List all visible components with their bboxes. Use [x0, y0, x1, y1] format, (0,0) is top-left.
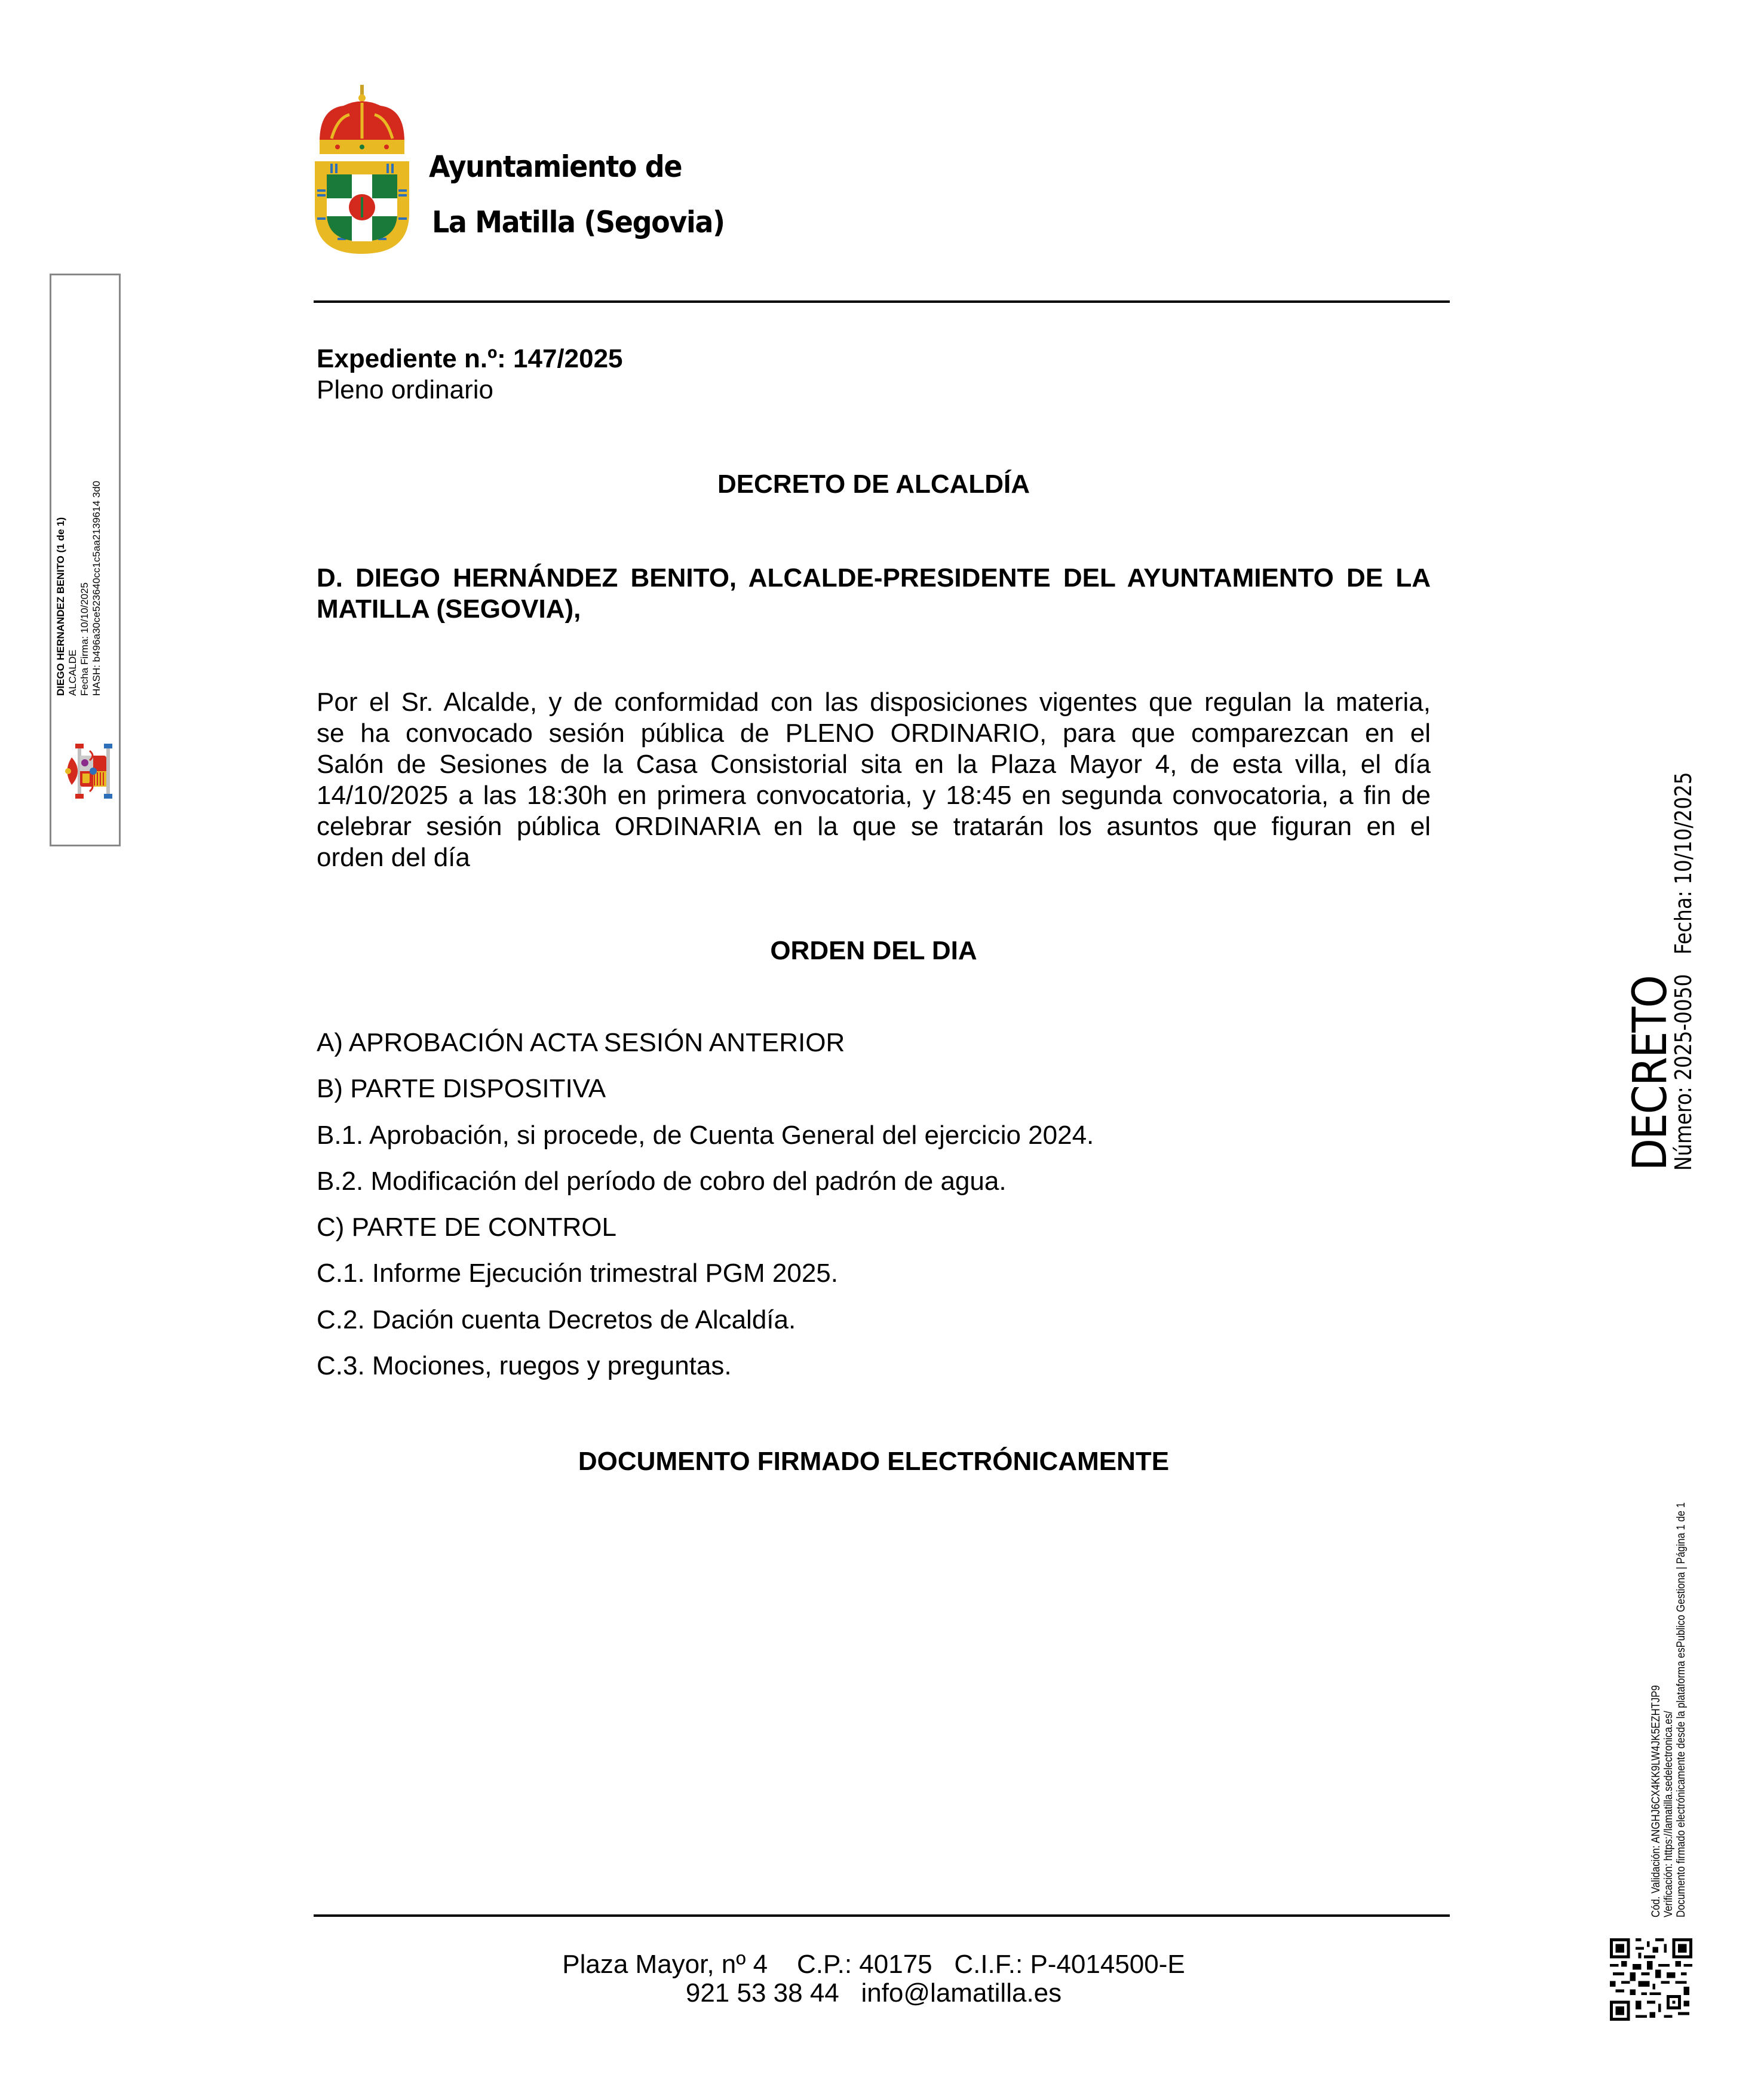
signer-role: ALCALDE — [67, 649, 78, 696]
la-matilla-coat-of-arms-icon — [314, 85, 410, 254]
agenda-list — [317, 1027, 1094, 1397]
agenda-item: C.1. Informe Ejecución trimestral PGM 2025. — [317, 1259, 838, 1288]
qr-code-icon[interactable] — [1610, 1938, 1692, 2021]
stamp-type: DECRETO — [1624, 975, 1677, 1171]
agenda-item: B.1. Aprobación, si procede, de Cuenta General del ejercicio 2024. — [317, 1120, 1094, 1150]
header-divider — [314, 300, 1450, 303]
validation-code: Cód. Validación: ANGHJ6CX4KK9LW4JK5EZHTJP9 — [1650, 1685, 1662, 1917]
signed-notice: DOCUMENTO FIRMADO ELECTRÓNICAMENTE — [578, 1447, 1170, 1476]
signature-details — [55, 481, 103, 696]
signer-name: DIEGO HERNANDEZ BENITO (1 de 1) — [55, 517, 66, 696]
paragraph-line: 14/10/2025 a las 18:30h en primera convocatoria, y 18:45 en segunda convocatoria, a fin de — [317, 781, 1431, 810]
validation-url: Verificación: https://lamatilla.sedelectronica.es/ — [1662, 1711, 1675, 1917]
spain-coat-of-arms-icon — [60, 742, 118, 800]
stamp-number: Número: 2025-0050 — [1670, 974, 1696, 1171]
paragraph-line: orden del día — [317, 843, 470, 872]
paragraph-line: Salón de Sesiones de la Casa Consistorial sita en la Plaza Mayor 4, de esta villa, el día — [317, 750, 1431, 779]
paragraph-line: celebrar sesión pública ORDINARIA en la que se tratarán los asuntos que figuran en el — [317, 812, 1431, 841]
validation-info — [1650, 1446, 1688, 1917]
org-name-line1: Ayuntamiento de — [429, 149, 682, 184]
stamp-details — [1671, 753, 1695, 1171]
signature-hash: HASH: b496a30ce523640cc1c5aa2139614 3d0 — [91, 480, 102, 696]
agenda-title: ORDEN DEL DIA — [770, 936, 977, 965]
agenda-item: B.2. Modificación del período de cobro del padrón de agua. — [317, 1166, 1007, 1196]
mayor-heading — [317, 563, 1431, 625]
subject-line: Pleno ordinario — [317, 375, 493, 404]
agenda-item: C.2. Dación cuenta Decretos de Alcaldía. — [317, 1305, 796, 1334]
expediente-number: Expediente n.º: 147/2025 — [317, 344, 623, 373]
paragraph-line: se ha convocado sesión pública de PLENO ORDINARIO, para que comparezcan en el — [317, 719, 1431, 748]
paragraph-line: Por el Sr. Alcalde, y de conformidad con las disposiciones vigentes que regulan la materia, — [317, 688, 1431, 717]
convocation-paragraph — [317, 687, 1431, 873]
decree-stamp — [1624, 685, 1696, 1171]
agenda-item: B) PARTE DISPOSITIVA — [317, 1074, 606, 1104]
stamp-date: Fecha: 10/10/2025 — [1670, 772, 1696, 955]
mayor-heading-line: D. DIEGO HERNÁNDEZ BENITO, ALCALDE-PRESIDENTE DEL AYUNTAMIENTO DE LA — [317, 563, 1431, 593]
mayor-heading-line: MATILLA (SEGOVIA), — [317, 594, 581, 624]
signature-date: Fecha Firma: 10/10/2025 — [79, 582, 90, 696]
agenda-item: A) APROBACIÓN ACTA SESIÓN ANTERIOR — [317, 1028, 845, 1057]
agenda-item: C.3. Mociones, ruegos y preguntas. — [317, 1351, 732, 1381]
decree-title: DECRETO DE ALCALDÍA — [717, 469, 1030, 499]
footer-divider — [314, 1914, 1450, 1917]
org-name-line2: La Matilla (Segovia) — [432, 205, 725, 240]
footer-contact: 921 53 38 44 info@lamatilla.es — [685, 1978, 1062, 2008]
footer-address: Plaza Mayor, nº 4 C.P.: 40175 C.I.F.: P-4014500-E — [562, 1950, 1185, 1979]
agenda-item: C) PARTE DE CONTROL — [317, 1213, 616, 1242]
validation-platform: Documento firmado electrónicamente desde la plataforma esPublico Gestiona | Página 1 de 1 — [1675, 1502, 1688, 1917]
